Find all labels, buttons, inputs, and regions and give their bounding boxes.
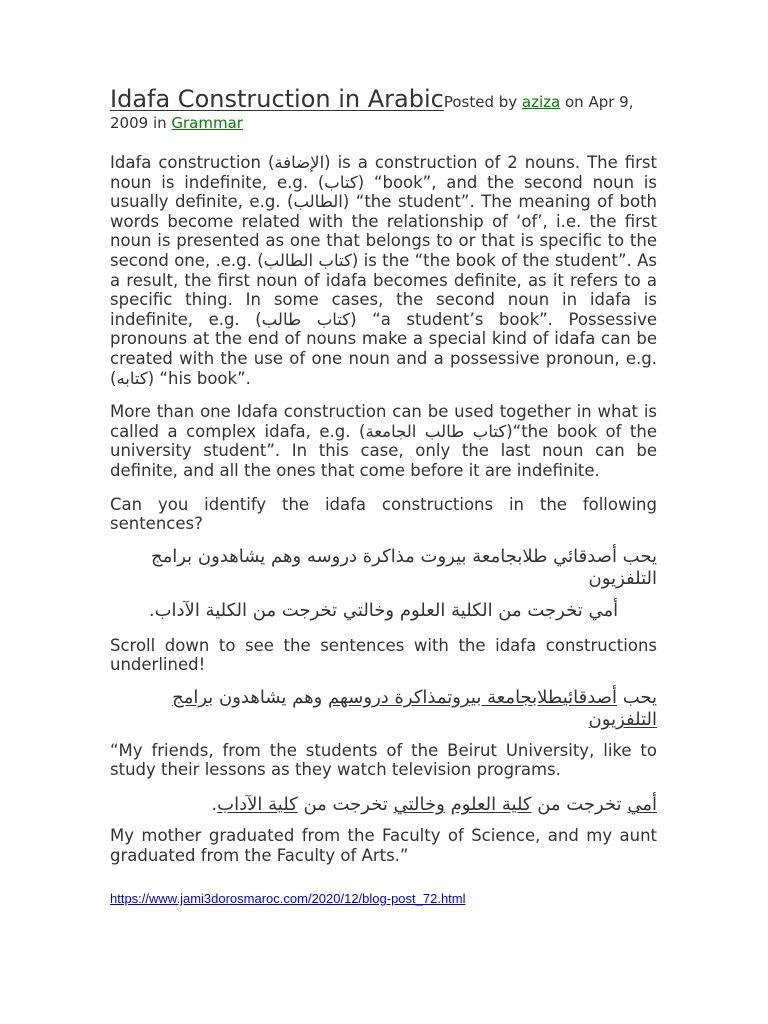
arabic-sentence-2-underlined (110, 794, 657, 816)
ar-text: يحب (616, 686, 657, 708)
author-link[interactable]: aziza (521, 93, 561, 111)
idafa-underlined: مذاكرة دروسهم (328, 686, 448, 708)
paragraph-complex-idafa: More than one Idafa construction can be used together in what is called a complex idafa, e.g. (كتاب طالب الجامعة)“the book of the university student”. In this case, only the last noun can be definite, and all the ones that come before it are indefinite. (110, 402, 657, 480)
idafa-underlined: كلية العلوم (450, 794, 532, 816)
ar-text: وهم يشاهدون (213, 686, 329, 708)
translation-1: “My friends, from the students of the Beirut University, like to study their lessons as they watch television programs. (110, 740, 657, 780)
arabic-sentence-1: يحب أصدقائي طلابجامعة بيروت مذاكرة دروسه وهم يشاهدون برامج التلفزيون (150, 545, 657, 589)
idafa-underlined: أصدقائي (562, 686, 617, 708)
post-date: on Apr 9, 2009 in (110, 93, 634, 132)
ar-text: تخرجت من (531, 794, 628, 816)
ar-text: تخرجت من (297, 794, 394, 816)
ar-text: . (211, 794, 218, 816)
paragraph-question: Can you identify the idafa constructions in the following sentences? (110, 494, 657, 534)
paragraph-scroll-hint: Scroll down to see the sentences with the idafa constructions underlined! (110, 635, 657, 675)
idafa-underlined: وخالتي (393, 794, 445, 816)
paragraph-intro: Idafa construction (الإضافة) is a construction of 2 nouns. The first noun is indefinite, e.g. (كتاب) “book”, and the second noun is usually definite, e.g. (الطالب) “the student”. The meaning of both words become related with the relationship of ‘of’, i.e. the first noun is presented as one that belongs to or that is specific to the second one, .e.g. (كتاب الطالب) is the “the book of the student”. As a result, the first noun of idafa becomes definite, as it refers to a specific thing. In some cases, the second noun in idafa is indefinite, e.g. (كتاب طالب) “a student’s book”. Possessive pronouns at the end of nouns make a special kind of idafa can be created with the use of one noun and a possessive pronoun, e.g. (كتابه) “his book”. (110, 153, 658, 388)
post-content (110, 84, 657, 907)
translation-2: My mother graduated from the Faculty of Science, and my aunt graduated from the Faculty of Arts.” (110, 826, 657, 865)
post-header (110, 84, 657, 133)
idafa-underlined: أمي (627, 794, 657, 816)
arabic-sentence-1-underlined (110, 687, 657, 731)
post-title[interactable]: Idafa Construction in Arabic (110, 85, 444, 113)
idafa-underlined: برامج التلفزيون (172, 686, 657, 730)
category-link[interactable]: Grammar (171, 114, 243, 132)
source-url-link[interactable]: https://www.jami3dorosmaroc.com/2020/12/blog-post_72.html (110, 891, 466, 907)
idafa-underlined: طلابجامعة بيروت (447, 686, 563, 708)
arabic-sentence-2: أمي تخرجت من الكلية العلوم وخالتي تخرجت من الكلية الآداب. (148, 599, 619, 621)
idafa-underlined: كلية الآداب (217, 794, 298, 816)
posted-by-label: Posted by (443, 93, 522, 111)
